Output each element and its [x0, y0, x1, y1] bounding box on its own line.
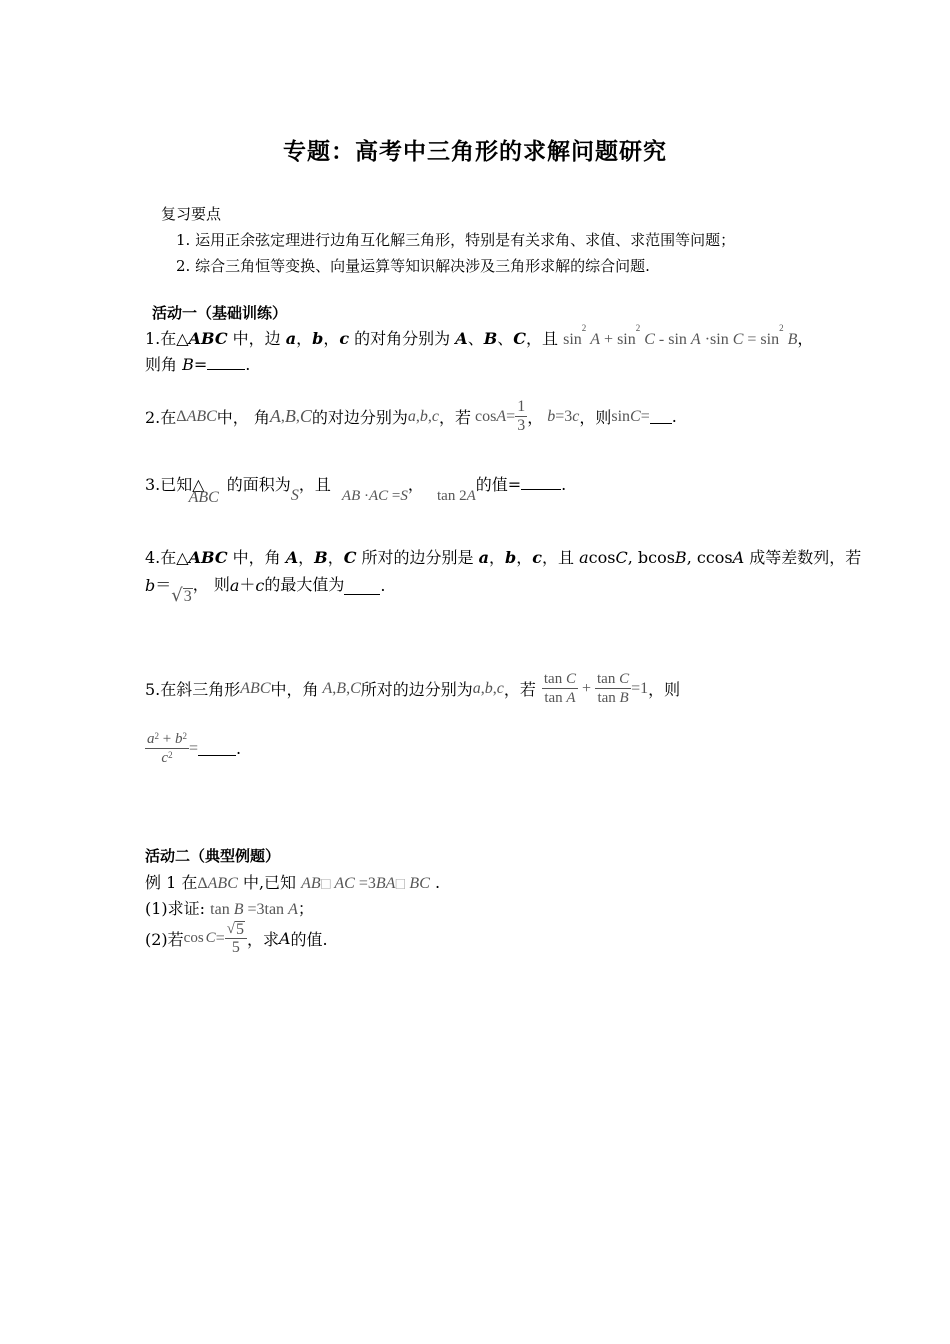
fraction-one-third: $\frac{1}{3}$ [517, 398, 526, 434]
fraction-sqrt5-over-5: √ 5 5 [225, 920, 247, 957]
question-4-line-2: b ＝ √ 3 ， 则 a ＋ c 的最大值为 . [145, 575, 386, 606]
fraction-a2-b2-over-c2: $\frac{a^2 + b^2}{c^2}$ [147, 731, 187, 766]
answer-blank [207, 355, 245, 370]
answer-blank [344, 580, 380, 595]
answer-blank [650, 409, 672, 424]
question-1-line-2: 则角 B= . [145, 355, 251, 374]
activity-1-heading: 活动一（基础训练） [152, 304, 288, 322]
question-4-line-1: 4.在△ABC 中，角 A，B，C 所对的边分别是 a，b，c，且 acosC, bcosB, ccosA 成等差数列，若 [145, 548, 862, 567]
example-1-part-1: (1)求证: tan B =3tan A； [145, 899, 314, 918]
review-point-2: 2. 综合三角恒等变换、向量运算等知识解决涉及三角形求解的综合问题. [176, 257, 650, 275]
question-3: 3.已知△ABC的面积为S，且 AB ·AC =S， tan 2A的值= . [145, 475, 567, 506]
sqrt-5: √ 5 [226, 921, 244, 938]
example-1: 例 1 在ΔABC 中,已知 AB⃞ AC =3BA⃞ BC . [145, 873, 441, 892]
sqrt-3: √ 3 [171, 585, 192, 606]
equation-1: $\sin^2 A + \sin^2 C - \sin A \cdot\sin$ $C = \sin^2 B$ [563, 323, 798, 348]
answer-blank [198, 741, 236, 756]
page-title: 专题：高考中三角形的求解问题研究 [283, 139, 667, 165]
question-5-line-1: 5.在斜三角形 ABC 中，角 A , B , C 所对的边分别为 a , b , c ，若 $\frac{\text{tan C}}{\text{tan A}}$ + $\frac{\text{tan C}}{\text{tan B}}$ =1 ，则 [145, 671, 681, 706]
question-5-line-2: $\frac{a^2 + b^2}{c^2}$ = . [147, 731, 242, 766]
review-point-1: 1. 运用正余弦定理进行边角互化解三角形，特别是有关求角、求值、求范围等问题； [176, 231, 736, 249]
fraction-tanC-tanA: $\frac{\text{tan C}}{\text{tan A}}$ [543, 671, 576, 706]
activity-2-heading: 活动二（典型例题） [145, 847, 281, 865]
question-2: 2.在 Δ ABC 中， 角 A , B , C 的对边分别为 a , b , c ，若 cos A = $\frac{1}{3}$ ， b =3 c ，则 sin C = . [145, 398, 677, 434]
answer-blank [521, 475, 561, 490]
review-heading: 复习要点 [161, 205, 222, 223]
fraction-tanC-tanB: $\frac{\text{tan C}}{\text{tan B}}$ [597, 671, 630, 706]
question-1-line-1: 1.在△ABC 中，边 a，b，c 的对角分别为 A、B、C，且 $\sin^2 A + \sin^2 C - \sin A \cdot\sin$ $C = \sin^2 B$， [145, 323, 814, 348]
example-1-part-2: (2)若 cos C = √ 5 5 ，求 A 的值. [145, 921, 328, 956]
